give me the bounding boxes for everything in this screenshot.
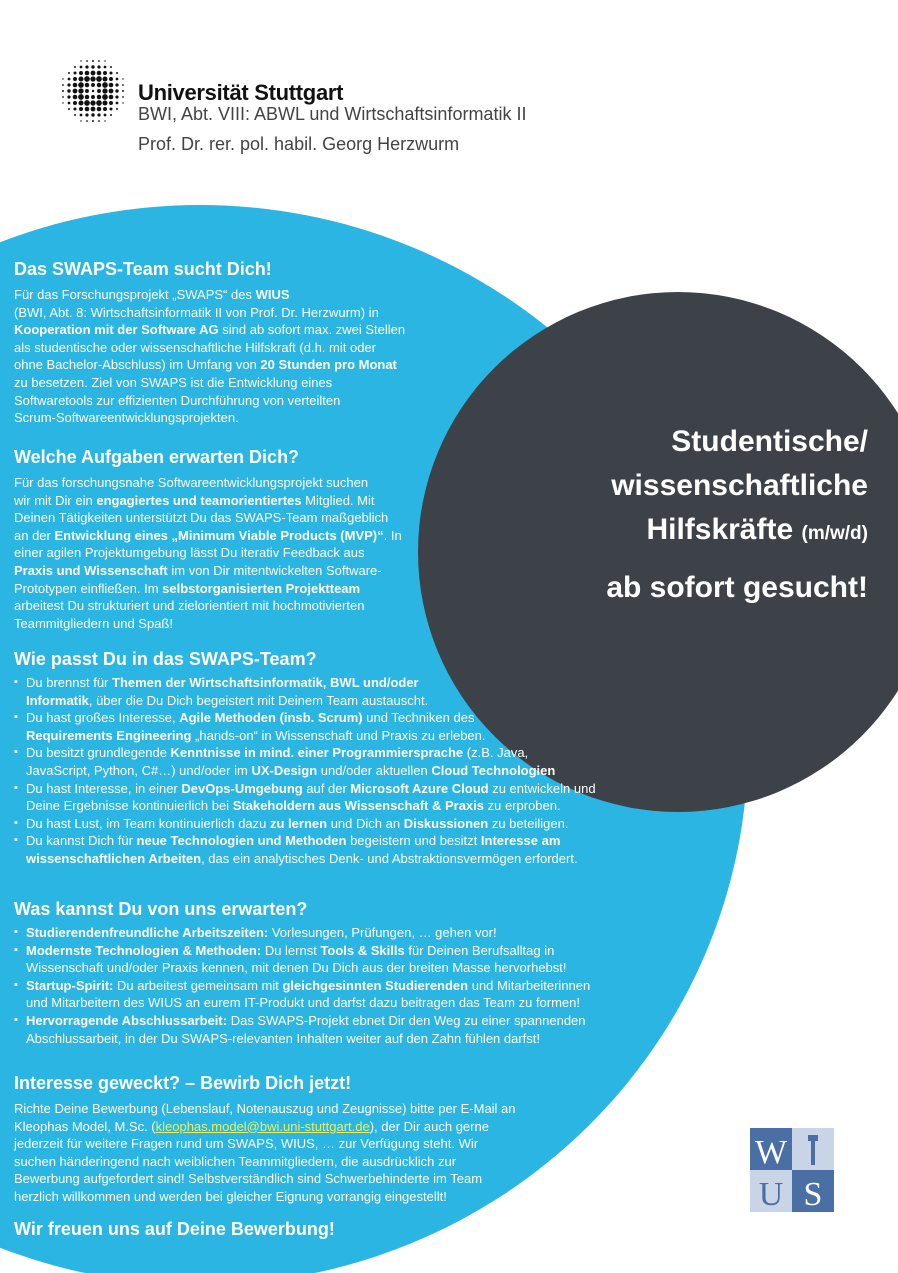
- headline-line2: wissenschaftliche: [611, 469, 868, 502]
- logo-dot: [92, 90, 94, 92]
- section-benefits: [14, 898, 704, 1047]
- logo-dot: [73, 95, 78, 100]
- logo-dot: [110, 66, 112, 68]
- university-name: Universität Stuttgart: [138, 80, 344, 105]
- university-logo-icon: [60, 58, 126, 124]
- logo-dot: [67, 89, 70, 92]
- list-item: ▪ Du besitzt grundlegende Kenntnisse in mind. einer Programmiersprache (z.B. Java, JavaScript, Python, C#…) und/oder im UX-Design und/oder aktuellen Cloud Technologien: [14, 744, 704, 779]
- logo-dot: [109, 107, 112, 110]
- headline: [448, 420, 868, 610]
- logo-dot: [80, 60, 81, 61]
- logo-dot: [97, 95, 101, 99]
- logo-dot: [102, 100, 107, 105]
- logo-dot: [78, 94, 84, 100]
- logo-dot: [74, 66, 76, 68]
- benefits-list: [14, 924, 704, 1047]
- logo-dot: [104, 60, 105, 61]
- logo-dot: [98, 60, 100, 62]
- section-text: Für das Forschungsprojekt „SWAPS“ des WIUS (BWI, Abt. 8: Wirtschaftsinformatik II von Prof. Dr. Herzwurm) in Kooperation mit der Software AG sind ab sofort max. zwei Stellen als studentische oder wissenschaftliche Hilfskraft (d.h. mit oder ohne Bachelor-Abschluss) im Umfang von 20 Stunden pro Monat zu besetzen. Ziel von SWAPS ist die Entwicklung eines Softwaretools zur effizienten Durchführung von verteilten Scrum-Softwareentwicklungsprojekten.: [14, 287, 406, 426]
- logo-dot: [109, 95, 114, 100]
- profile-list: [14, 674, 704, 868]
- wius-letter: W: [754, 1134, 788, 1171]
- wius-logo-icon: [750, 1128, 834, 1212]
- logo-dot: [68, 72, 70, 74]
- logo-dot: [109, 71, 112, 74]
- logo-dot: [91, 71, 96, 76]
- logo-dot: [73, 71, 76, 74]
- logo-dot: [90, 100, 95, 105]
- logo-dot: [62, 78, 63, 79]
- logo-dot: [73, 101, 77, 105]
- logo-dot: [104, 120, 105, 121]
- logo-dot: [62, 84, 64, 86]
- logo-dot: [122, 84, 124, 86]
- logo-dot: [97, 107, 102, 112]
- logo-dot: [97, 89, 101, 93]
- logo-dot: [109, 83, 114, 88]
- logo-dot: [122, 78, 123, 79]
- list-item: ▪ Du hast großes Interesse, Agile Methoden (insb. Scrum) und Techniken des Requirements Engineering „hands-on“ in Wissenschaft und Praxis zu erleben.: [14, 709, 704, 744]
- logo-dot: [98, 120, 100, 122]
- logo-dot: [116, 108, 118, 110]
- logo-dot: [103, 71, 107, 75]
- logo-dot: [68, 78, 71, 81]
- logo-dot: [115, 95, 118, 98]
- logo-dot: [68, 108, 70, 110]
- headline-line3: Hilfskräfte (m/w/d): [646, 513, 868, 546]
- logo-dot: [80, 114, 83, 117]
- logo-dot: [109, 101, 113, 105]
- headline-line4: ab sofort gesucht!: [606, 571, 868, 604]
- list-item: ▪ Du hast Lust, im Team kontinuierlich dazu zu lernen und Dich an Diskussionen zu beteiligen.: [14, 815, 704, 833]
- logo-dot: [85, 83, 89, 87]
- section-title: Das SWAPS-Team sucht Dich!: [14, 259, 272, 279]
- logo-dot: [68, 102, 71, 105]
- section-title: Welche Aufgaben erwarten Dich?: [14, 447, 300, 467]
- section-text: Richte Deine Bewerbung (Lebenslauf, Notenauszug und Zeugnisse) bitte per E-Mail an Kleophas Model, M.Sc. (kleophas.model@bwi.uni-stuttgart.de), der Dir auch gerne jederzeit für weitere Fragen rund um SWAPS, WIUS, … zur Verfügung steht. Wir suchen händeringend nach weiblichen Teammitgliedern, die ausdrücklich zur Bewerbung aufgefordert sind! Selbstverständlich sind Schwerbehinderte im Team herzlich willkommen und werden bei gleicher Eignung vorrangig eingestellt!: [14, 1101, 516, 1204]
- logo-dot: [116, 102, 119, 105]
- logo-dot: [84, 100, 90, 106]
- logo-dot: [90, 76, 95, 81]
- logo-dot: [85, 89, 89, 93]
- logo-dot: [67, 95, 70, 98]
- list-item: ▪ Du hast Interesse, in einer DevOps-Umgebung auf der Microsoft Azure Cloud zu entwickeln und Deine Ergebnisse kontinuierlich bei Stakeholdern aus Wissenschaft & Praxis zu erproben.: [14, 780, 704, 815]
- logo-dot: [86, 120, 88, 122]
- gender-note: (m/w/d): [801, 523, 868, 544]
- logo-dot: [115, 83, 118, 86]
- logo-dot: [74, 114, 76, 116]
- logo-dot: [73, 107, 76, 110]
- logo-dot: [85, 95, 89, 99]
- logo-dot: [103, 107, 107, 111]
- logo-dot: [73, 83, 78, 88]
- logo-dot: [91, 65, 94, 68]
- logo-dot: [102, 76, 107, 81]
- logo-dot: [122, 90, 124, 92]
- professor-name: Prof. Dr. rer. pol. habil. Georg Herzwurm: [138, 134, 460, 154]
- list-item: ▪ Modernste Technologien & Methoden: Du lernst Tools & Skills für Deinen Berufsalltag in Wissenschaft und/oder Praxis kennen, mit denen Du Dich aus der breiten Masse hervorhebst!: [14, 942, 704, 977]
- logo-dot: [86, 60, 88, 62]
- logo-dot: [73, 89, 78, 94]
- section-team-search: [14, 258, 484, 427]
- list-item: ▪ Du brennst für Themen der Wirtschaftsinformatik, BWL und/oder Informatik, über die Du Dich begeistert mit Deinem Team austauscht.: [14, 674, 704, 709]
- logo-dot: [102, 94, 108, 100]
- logo-dot: [85, 113, 88, 116]
- logo-dot: [97, 113, 100, 116]
- logo-dot: [78, 88, 83, 93]
- logo-dot: [85, 65, 88, 68]
- wius-letter: S: [803, 1176, 823, 1212]
- logo-dot: [104, 66, 107, 69]
- logo-dot: [79, 71, 83, 75]
- section-title: Interesse geweckt? – Bewirb Dich jetzt!: [14, 1073, 352, 1093]
- logo-dot: [80, 120, 81, 121]
- section-apply: [14, 1072, 614, 1206]
- logo-dot: [78, 76, 83, 81]
- department-name: BWI, Abt. VIII: ABWL und Wirtschaftsinformatik II: [138, 104, 527, 124]
- section-text: Für das forschungsnahe Softwareentwicklungsprojekt suchen wir mit Dir ein engagiertes und teamorientiertes Mitglied. Mit Deinen Tätigkeiten unterstützt Du das SWAPS-Team maßgeblich an der Entwicklung eines „Minimum Viable Products (MVP)“. In einer agilen Projektumgebung lässt Du iterativ Feedback aus Praxis und Wissenschaft im von Dir mitentwickelten Software- Prototypen einfließen. Im selbstorganisierten Projektteam arbeitest Du strukturiert und zielorientiert mit hochmotivierten Teammitgliedern und Spaß!: [14, 475, 402, 631]
- logo-dot: [67, 83, 70, 86]
- logo-dot: [110, 114, 112, 116]
- list-item: ▪ Studierendenfreundliche Arbeitszeiten: Vorlesungen, Prüfungen, … gehen vor!: [14, 924, 704, 942]
- logo-dot: [109, 89, 114, 94]
- logo-dot: [80, 66, 83, 69]
- logo-dot: [102, 88, 107, 93]
- headline-line1: Studentische/: [671, 425, 868, 458]
- logo-dot: [73, 77, 77, 81]
- logo-dot: [91, 107, 96, 112]
- list-item: ▪ Startup-Spirit: Du arbeitest gemeinsam mit gleichgesinnten Studierenden und Mitarbeiterinnen und Mitarbeitern des WIUS an eurem IT-Produkt und darfst dazu beitragen das Team zu formen!: [14, 977, 704, 1012]
- logo-dot: [85, 71, 90, 76]
- logo-dot: [78, 82, 84, 88]
- logo-dot: [92, 60, 94, 62]
- logo-dot: [104, 114, 107, 117]
- logo-dot: [62, 96, 64, 98]
- logo-dot: [84, 76, 90, 82]
- logo-dot: [122, 96, 124, 98]
- email-link[interactable]: kleophas.model@bwi.uni-stuttgart.de: [155, 1118, 370, 1134]
- section-title: Was kannst Du von uns erwarten?: [14, 899, 308, 919]
- logo-dot: [96, 100, 102, 106]
- section-profile: [14, 648, 704, 868]
- logo-dot: [62, 90, 64, 92]
- logo-dot: [91, 95, 95, 99]
- wius-letter: U: [758, 1176, 784, 1212]
- logo-dot: [97, 71, 102, 76]
- logo-dot: [97, 65, 100, 68]
- logo-dot: [79, 107, 83, 111]
- closing-text: Wir freuen uns auf Deine Bewerbung!: [14, 1219, 335, 1239]
- logo-dot: [96, 76, 102, 82]
- logo-dot: [85, 107, 90, 112]
- logo-dot: [116, 72, 118, 74]
- logo-dot: [92, 120, 94, 122]
- logo-dot: [116, 78, 119, 81]
- section-tasks: [14, 446, 484, 632]
- logo-dot: [102, 82, 108, 88]
- logo-dot: [91, 83, 95, 87]
- logo-dot: [97, 83, 101, 87]
- logo-dot: [115, 89, 118, 92]
- section-title: Wie passt Du in das SWAPS-Team?: [14, 649, 317, 669]
- list-item: ▪ Hervorragende Abschlussarbeit: Das SWAPS-Projekt ebnet Dir den Weg zu einer spannenden Abschlussarbeit, in der Du SWAPS-relevanten Inhalten weiter auf den Zahn fühlen darfst!: [14, 1012, 704, 1047]
- logo-dot: [62, 102, 63, 103]
- list-item: ▪ Du kannst Dich für neue Technologien und Methoden begeistern und besitzt Interesse am wissenschaftlichen Arbeiten, das ein analytisches Denk- und Abstraktionsvermögen erfordert.: [14, 832, 704, 867]
- logo-dot: [78, 100, 83, 105]
- logo-dot: [91, 113, 94, 116]
- logo-dot: [122, 102, 123, 103]
- logo-dot: [109, 77, 113, 81]
